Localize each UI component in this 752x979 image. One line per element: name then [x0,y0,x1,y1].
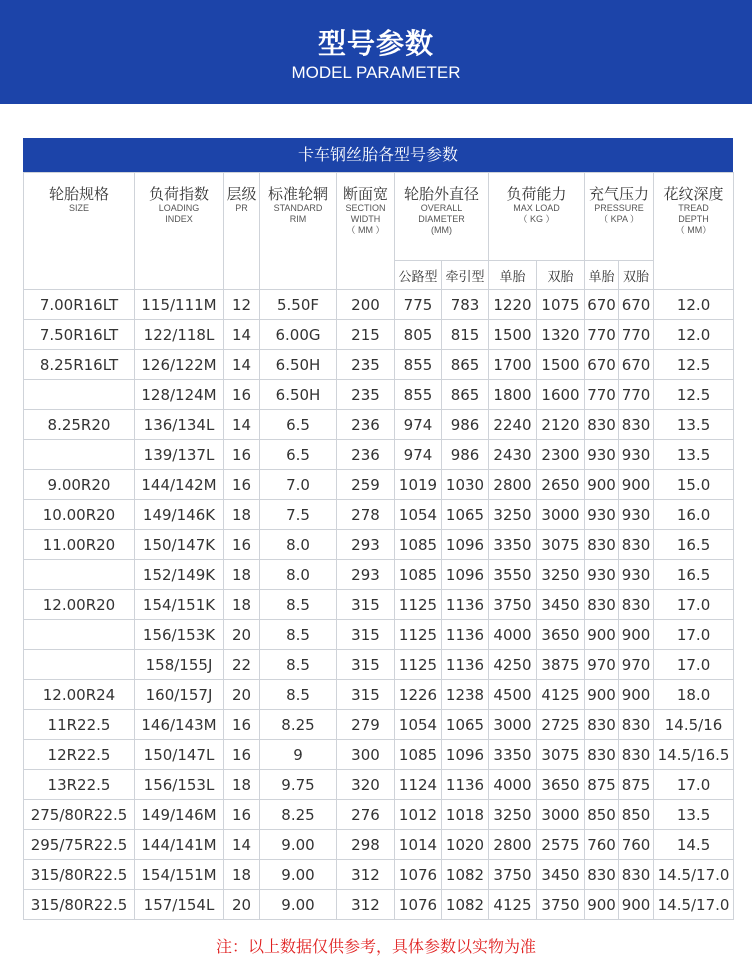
cell-pressure-dual: 830 [619,710,654,740]
spec-table-container [23,138,733,920]
table-row [24,770,734,800]
cell-pressure-single: 900 [585,470,619,500]
cell-pr: 16 [224,800,260,830]
cell-diameter-traction: 865 [442,350,489,380]
cell-diameter-highway: 1085 [395,560,442,590]
cell-rim: 8.5 [260,620,337,650]
spec-table [23,172,734,920]
cell-pressure-dual: 930 [619,440,654,470]
cell-pr: 14 [224,830,260,860]
cell-pr: 16 [224,440,260,470]
subheader-traction: 牵引型 [442,261,489,290]
cell-section-width: 293 [337,530,395,560]
table-row [24,500,734,530]
cell-load-single: 4125 [489,890,537,920]
cell-section-width: 293 [337,560,395,590]
cell-pr: 18 [224,590,260,620]
cell-load-dual: 3450 [537,590,585,620]
cell-load-single: 3250 [489,500,537,530]
cell-tread-depth: 17.0 [654,590,734,620]
cell-section-width: 279 [337,710,395,740]
cell-pressure-dual: 930 [619,560,654,590]
cell-load-single: 3550 [489,560,537,590]
cell-rim: 8.5 [260,650,337,680]
cell-load-single: 2800 [489,470,537,500]
cell-rim: 8.25 [260,800,337,830]
cell-diameter-traction: 986 [442,440,489,470]
cell-pr: 18 [224,770,260,800]
cell-pressure-single: 900 [585,620,619,650]
cell-pressure-single: 830 [585,740,619,770]
cell-loading-index: 157/154L [135,890,224,920]
cell-pr: 20 [224,620,260,650]
cell-pressure-single: 830 [585,530,619,560]
cell-rim: 8.5 [260,590,337,620]
table-row [24,890,734,920]
cell-diameter-traction: 1082 [442,890,489,920]
cell-section-width: 312 [337,860,395,890]
cell-rim: 6.00G [260,320,337,350]
cell-tread-depth: 17.0 [654,620,734,650]
cell-rim: 6.5 [260,440,337,470]
cell-load-dual: 3075 [537,740,585,770]
cell-pressure-single: 930 [585,500,619,530]
subheader-load-single: 单胎 [489,261,537,290]
cell-loading-index: 154/151K [135,590,224,620]
cell-pressure-single: 850 [585,800,619,830]
cell-loading-index: 128/124M [135,380,224,410]
cell-load-single: 2800 [489,830,537,860]
cell-rim: 8.0 [260,530,337,560]
cell-diameter-highway: 1012 [395,800,442,830]
cell-size [24,380,135,410]
cell-pr: 14 [224,350,260,380]
cell-pressure-dual: 830 [619,410,654,440]
cell-size: 12R22.5 [24,740,135,770]
cell-load-single: 3000 [489,710,537,740]
cell-tread-depth: 14.5 [654,830,734,860]
cell-diameter-highway: 775 [395,290,442,320]
cell-tread-depth: 13.5 [654,440,734,470]
cell-pressure-dual: 770 [619,380,654,410]
cell-diameter-traction: 865 [442,380,489,410]
cell-pressure-dual: 900 [619,620,654,650]
cell-load-dual: 1500 [537,350,585,380]
cell-tread-depth: 12.5 [654,350,734,380]
cell-diameter-traction: 1065 [442,500,489,530]
cell-pressure-single: 830 [585,860,619,890]
header-pr: 层级 PR [224,173,260,290]
cell-load-single: 3750 [489,590,537,620]
header-banner [0,0,752,104]
cell-diameter-traction: 783 [442,290,489,320]
cell-diameter-highway: 1226 [395,680,442,710]
cell-tread-depth: 16.5 [654,530,734,560]
cell-loading-index: 144/141M [135,830,224,860]
cell-rim: 9 [260,740,337,770]
cell-loading-index: 122/118L [135,320,224,350]
cell-section-width: 276 [337,800,395,830]
cell-load-dual: 2300 [537,440,585,470]
cell-rim: 8.0 [260,560,337,590]
cell-pressure-dual: 760 [619,830,654,860]
cell-size [24,440,135,470]
cell-diameter-traction: 1018 [442,800,489,830]
table-row [24,800,734,830]
cell-tread-depth: 17.0 [654,650,734,680]
cell-diameter-highway: 1125 [395,650,442,680]
cell-section-width: 315 [337,590,395,620]
cell-pressure-dual: 850 [619,800,654,830]
cell-size: 12.00R20 [24,590,135,620]
cell-loading-index: 146/143M [135,710,224,740]
table-title: 卡车钢丝胎各型号参数 [23,138,733,172]
cell-tread-depth: 17.0 [654,770,734,800]
cell-pressure-single: 830 [585,590,619,620]
table-body [24,290,734,920]
cell-size: 315/80R22.5 [24,890,135,920]
cell-load-dual: 3450 [537,860,585,890]
cell-load-dual: 2725 [537,710,585,740]
cell-pressure-single: 770 [585,320,619,350]
cell-section-width: 315 [337,650,395,680]
cell-diameter-traction: 1096 [442,740,489,770]
cell-loading-index: 156/153K [135,620,224,650]
cell-size [24,650,135,680]
cell-pressure-single: 875 [585,770,619,800]
cell-load-dual: 2575 [537,830,585,860]
table-row [24,410,734,440]
cell-rim: 9.00 [260,830,337,860]
cell-diameter-traction: 1030 [442,470,489,500]
cell-diameter-highway: 1125 [395,620,442,650]
cell-tread-depth: 14.5/17.0 [654,860,734,890]
cell-tread-depth: 15.0 [654,470,734,500]
table-row [24,470,734,500]
cell-diameter-traction: 1238 [442,680,489,710]
table-header-row [24,173,734,261]
cell-size: 11.00R20 [24,530,135,560]
cell-pressure-single: 970 [585,650,619,680]
cell-pressure-single: 900 [585,680,619,710]
cell-load-dual: 3650 [537,770,585,800]
cell-diameter-highway: 1014 [395,830,442,860]
cell-rim: 9.75 [260,770,337,800]
cell-load-dual: 1320 [537,320,585,350]
cell-section-width: 215 [337,320,395,350]
cell-pressure-dual: 875 [619,770,654,800]
cell-section-width: 235 [337,380,395,410]
cell-diameter-highway: 855 [395,380,442,410]
cell-pr: 16 [224,530,260,560]
cell-load-single: 1220 [489,290,537,320]
cell-diameter-traction: 1136 [442,620,489,650]
header-loading-index: 负荷指数 LOADING INDEX [135,173,224,290]
cell-pressure-single: 900 [585,890,619,920]
cell-tread-depth: 18.0 [654,680,734,710]
cell-diameter-highway: 1054 [395,710,442,740]
cell-rim: 7.5 [260,500,337,530]
table-row [24,650,734,680]
cell-rim: 9.00 [260,890,337,920]
cell-section-width: 200 [337,290,395,320]
cell-pr: 16 [224,740,260,770]
cell-pressure-single: 930 [585,440,619,470]
cell-load-single: 4250 [489,650,537,680]
cell-pr: 18 [224,500,260,530]
cell-pressure-dual: 900 [619,470,654,500]
table-row [24,290,734,320]
cell-size: 8.25R16LT [24,350,135,380]
cell-loading-index: 152/149K [135,560,224,590]
cell-tread-depth: 13.5 [654,800,734,830]
table-row [24,350,734,380]
cell-pr: 14 [224,320,260,350]
cell-tread-depth: 16.0 [654,500,734,530]
cell-section-width: 315 [337,680,395,710]
cell-load-single: 2240 [489,410,537,440]
cell-section-width: 312 [337,890,395,920]
cell-diameter-highway: 1085 [395,740,442,770]
cell-size [24,560,135,590]
cell-loading-index: 149/146K [135,500,224,530]
cell-pr: 18 [224,860,260,890]
cell-load-single: 4000 [489,620,537,650]
cell-pressure-dual: 970 [619,650,654,680]
cell-loading-index: 144/142M [135,470,224,500]
cell-load-dual: 3875 [537,650,585,680]
cell-load-dual: 3000 [537,500,585,530]
cell-diameter-traction: 1065 [442,710,489,740]
cell-pr: 22 [224,650,260,680]
cell-size [24,620,135,650]
cell-diameter-traction: 1136 [442,770,489,800]
cell-diameter-traction: 815 [442,320,489,350]
cell-loading-index: 139/137L [135,440,224,470]
table-row [24,860,734,890]
cell-diameter-traction: 1096 [442,530,489,560]
cell-diameter-highway: 1076 [395,890,442,920]
cell-diameter-highway: 1125 [395,590,442,620]
header-overall-diameter: 轮胎外直径 OVERALL DIAMETER (MM) [395,173,489,261]
cell-pressure-dual: 900 [619,890,654,920]
cell-rim: 9.00 [260,860,337,890]
cell-loading-index: 126/122M [135,350,224,380]
table-row [24,380,734,410]
cell-load-single: 1700 [489,350,537,380]
cell-section-width: 300 [337,740,395,770]
cell-pressure-dual: 830 [619,740,654,770]
cell-rim: 6.50H [260,350,337,380]
cell-pressure-dual: 770 [619,320,654,350]
cell-load-single: 2430 [489,440,537,470]
cell-pressure-single: 770 [585,380,619,410]
cell-pr: 14 [224,410,260,440]
cell-rim: 5.50F [260,290,337,320]
cell-size: 11R22.5 [24,710,135,740]
cell-loading-index: 156/153L [135,770,224,800]
cell-diameter-highway: 1076 [395,860,442,890]
cell-load-single: 4500 [489,680,537,710]
cell-size: 315/80R22.5 [24,860,135,890]
cell-diameter-highway: 974 [395,440,442,470]
cell-pr: 20 [224,680,260,710]
cell-tread-depth: 12.0 [654,290,734,320]
subheader-highway: 公路型 [395,261,442,290]
cell-pressure-dual: 830 [619,860,654,890]
cell-diameter-highway: 1054 [395,500,442,530]
cell-diameter-highway: 1124 [395,770,442,800]
cell-tread-depth: 16.5 [654,560,734,590]
cell-pressure-dual: 830 [619,590,654,620]
cell-tread-depth: 12.5 [654,380,734,410]
header-max-load: 负荷能力 MAX LOAD （ KG ） [489,173,585,261]
cell-pressure-single: 670 [585,350,619,380]
cell-tread-depth: 14.5/16 [654,710,734,740]
cell-load-dual: 3750 [537,890,585,920]
cell-size: 7.50R16LT [24,320,135,350]
cell-loading-index: 136/134L [135,410,224,440]
cell-pressure-dual: 900 [619,680,654,710]
cell-size: 10.00R20 [24,500,135,530]
cell-section-width: 236 [337,440,395,470]
cell-loading-index: 115/111M [135,290,224,320]
cell-load-single: 3350 [489,530,537,560]
disclaimer-note: 注：以上数据仅供参考，具体参数以实物为准 [215,937,536,956]
cell-size: 9.00R20 [24,470,135,500]
table-row [24,530,734,560]
cell-diameter-traction: 1082 [442,860,489,890]
cell-pressure-single: 930 [585,560,619,590]
cell-section-width: 278 [337,500,395,530]
cell-tread-depth: 12.0 [654,320,734,350]
cell-rim: 8.25 [260,710,337,740]
table-row [24,740,734,770]
cell-pressure-dual: 830 [619,530,654,560]
cell-pressure-single: 760 [585,830,619,860]
table-row [24,320,734,350]
cell-tread-depth: 14.5/17.0 [654,890,734,920]
cell-loading-index: 158/155J [135,650,224,680]
cell-load-single: 4000 [489,770,537,800]
cell-size: 7.00R16LT [24,290,135,320]
cell-diameter-traction: 1096 [442,560,489,590]
cell-diameter-traction: 1020 [442,830,489,860]
cell-load-dual: 3650 [537,620,585,650]
cell-pr: 12 [224,290,260,320]
cell-diameter-highway: 974 [395,410,442,440]
cell-load-dual: 3000 [537,800,585,830]
cell-section-width: 235 [337,350,395,380]
cell-diameter-highway: 1019 [395,470,442,500]
table-row [24,710,734,740]
cell-pr: 16 [224,380,260,410]
cell-diameter-traction: 1136 [442,590,489,620]
cell-rim: 6.50H [260,380,337,410]
cell-load-single: 1800 [489,380,537,410]
cell-pressure-single: 670 [585,290,619,320]
cell-pressure-single: 830 [585,710,619,740]
cell-tread-depth: 13.5 [654,410,734,440]
cell-size: 12.00R24 [24,680,135,710]
cell-load-single: 3750 [489,860,537,890]
cell-section-width: 236 [337,410,395,440]
page-subtitle: MODEL PARAMETER [291,63,461,82]
table-row [24,680,734,710]
cell-loading-index: 149/146M [135,800,224,830]
cell-section-width: 298 [337,830,395,860]
cell-loading-index: 154/151M [135,860,224,890]
cell-load-single: 1500 [489,320,537,350]
header-section-width: 断面宽 SECTION WIDTH （ MM ） [337,173,395,290]
header-pressure: 充气压力 PRESSURE （ KPA ） [585,173,654,261]
cell-pr: 16 [224,470,260,500]
subheader-pressure-single: 单胎 [585,261,619,290]
header-tread-depth: 花纹深度 TREAD DEPTH （ MM） [654,173,734,290]
cell-diameter-traction: 986 [442,410,489,440]
cell-rim: 6.5 [260,410,337,440]
cell-size: 295/75R22.5 [24,830,135,860]
cell-tread-depth: 14.5/16.5 [654,740,734,770]
cell-loading-index: 160/157J [135,680,224,710]
table-row [24,440,734,470]
cell-diameter-highway: 855 [395,350,442,380]
cell-diameter-traction: 1136 [442,650,489,680]
cell-load-dual: 3250 [537,560,585,590]
cell-pr: 18 [224,560,260,590]
cell-section-width: 320 [337,770,395,800]
cell-load-dual: 1600 [537,380,585,410]
cell-loading-index: 150/147K [135,530,224,560]
cell-load-dual: 4125 [537,680,585,710]
cell-diameter-highway: 805 [395,320,442,350]
cell-load-single: 3250 [489,800,537,830]
table-row [24,590,734,620]
cell-diameter-highway: 1085 [395,530,442,560]
cell-rim: 7.0 [260,470,337,500]
table-row [24,830,734,860]
page-title: 型号参数 [317,27,434,60]
cell-section-width: 259 [337,470,395,500]
cell-pressure-dual: 930 [619,500,654,530]
cell-pressure-single: 830 [585,410,619,440]
subheader-pressure-dual: 双胎 [619,261,654,290]
header-rim: 标准轮辋 STANDARD RIM [260,173,337,290]
cell-size: 13R22.5 [24,770,135,800]
table-row [24,560,734,590]
cell-load-dual: 2120 [537,410,585,440]
cell-load-single: 3350 [489,740,537,770]
cell-size: 275/80R22.5 [24,800,135,830]
cell-rim: 8.5 [260,680,337,710]
table-row [24,620,734,650]
cell-load-dual: 3075 [537,530,585,560]
cell-pr: 20 [224,890,260,920]
cell-pr: 16 [224,710,260,740]
cell-pressure-dual: 670 [619,350,654,380]
cell-section-width: 315 [337,620,395,650]
cell-pressure-dual: 670 [619,290,654,320]
subheader-load-dual: 双胎 [537,261,585,290]
cell-load-dual: 1075 [537,290,585,320]
cell-load-dual: 2650 [537,470,585,500]
header-size: 轮胎规格 SIZE [24,173,135,290]
cell-loading-index: 150/147L [135,740,224,770]
cell-size: 8.25R20 [24,410,135,440]
